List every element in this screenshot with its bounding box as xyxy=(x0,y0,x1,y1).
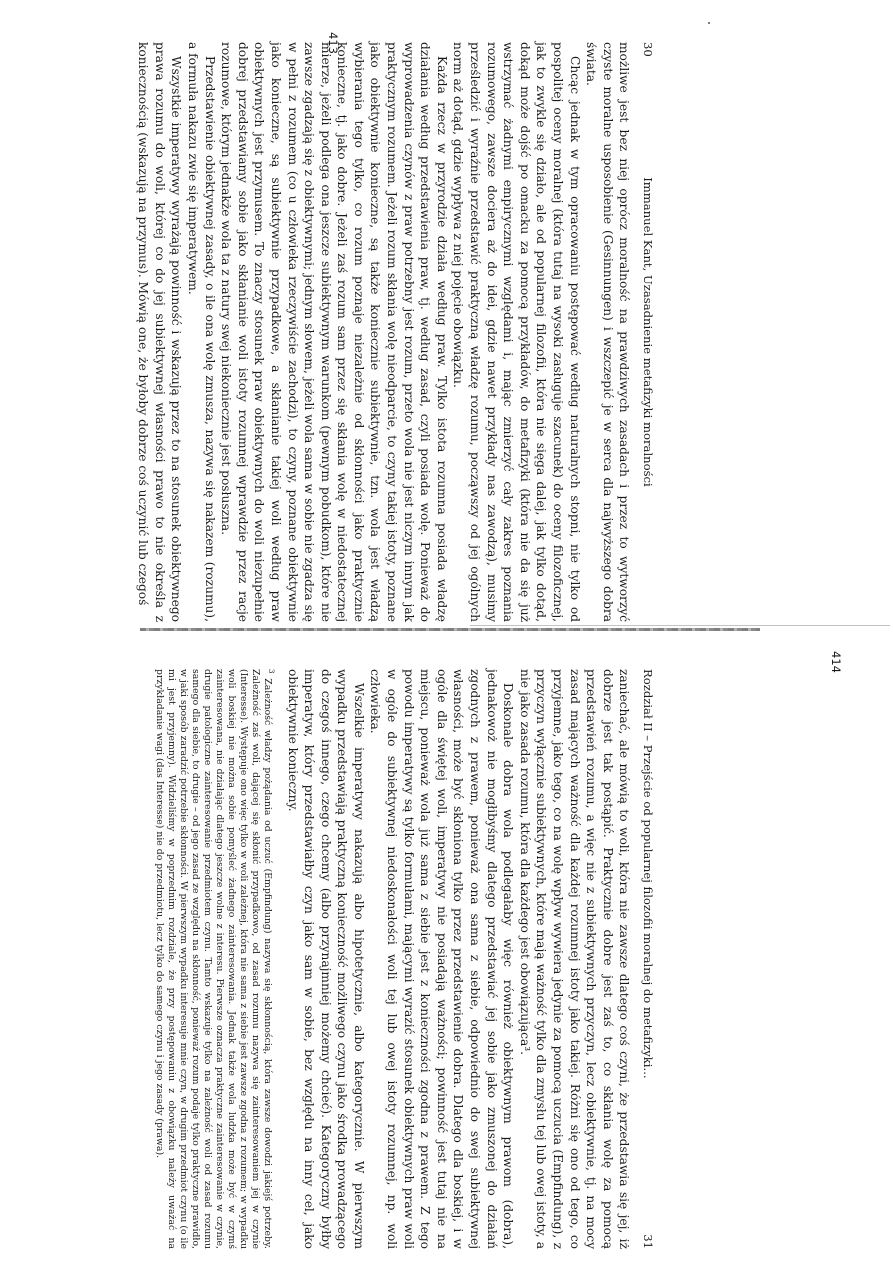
left-page xyxy=(136,42,656,622)
page-fold-line xyxy=(470,625,890,626)
body-text xyxy=(135,42,633,622)
running-head-title: Rozdział II – Przejście od popularnej filozofii moralnej do metafizyki... xyxy=(641,669,655,1079)
paragraph: Każda rzecz w przyrodzie działa według praw. Tylko istota rozumna posiada władzę działania według przedstawienia praw, tj. według zasad, czyli posiada wolę. Ponieważ do wyprowadzenia czynów z praw potrzebny jest rozum, przeto wola nie jest niczym innym jak praktycznym rozumem. Jeżeli rozum skłania wolę nieodparcie, to czyny takiej istoty, poznane jako obiektywnie konieczne, są także koniecznie subiektywnie, tzn. wola jest władzą wybierania tego tylko, co rozum poznaje niezależnie od skłonności jako praktycznie konieczne, tj. jako dobre. Jeżeli zaś rozum sam przez się skłania wolę w niedostatecznej mierze, jeżeli podlega ona jeszcze subiektywnym warunkom (pewnym pobudkom), które nie zawsze zgadzają się z obiektywnymi; jednym słowem, jeżeli wola sama w sobie nie zgadza się w pełni z rozumem (co u człowieka rzeczywiście zachodzi), to czyny, poznane obiektywnie jako konieczne, są subiektywnie przypadkowe, a skłanianie takiej woli według praw obiektywnych jest przymusem. To znaczy stosunek praw obiektywnych do woli niezupełnie dobrej przedstawiamy sobie jako skłanianie woli istoty rozumnej wprawdzie przez racje rozumowe, którym jednakże wola ta z natury swej niekoniecznie jest posłuszna. xyxy=(219,42,449,622)
page-fold xyxy=(140,628,760,631)
paragraph: Doskonale dobra wola podlegałaby więc również obiektywnym prawom (dobra), jednakowoż nie mogłibyśmy dlatego przedstawiać jej sobie jako zmuszonej do działań zgodnych z prawem, ponieważ ona sama z siebie, odpowiednio do swej subiektywnej własności, może być skłoniona tylko przez przedstawienie dobra. Dlatego dla boskiej, i w ogóle dla świętej woli, imperatywy nie posiadają ważności; powinność jest tutaj nie na miejscu, ponieważ wola już sama z siebie jest z konieczności zgodna z prawem. Z tego powodu imperatywy są tylko formułami, mającymi wyrazić stosunek obiektywnych praw woli w ogóle do subiektywnej niedoskonałości woli tej lub owej istoty rozumnej, np. woli człowieka. xyxy=(368,669,516,1249)
running-head-title: Immanuel Kant, Uzasadnienie metafizyki moralności xyxy=(641,177,655,487)
running-head xyxy=(639,669,656,1249)
running-head xyxy=(639,42,656,622)
right-page xyxy=(153,669,656,1249)
marginal-number: 414 xyxy=(828,651,843,673)
page-number: 31 xyxy=(641,1234,655,1249)
marginal-number: 413 xyxy=(325,32,340,54)
paragraph: Przedstawienie obiektywnej zasady, o ile ona wolę zmusza, nazywa się nakazem (rozumu), a formuła nakazu zwie się imperatywem. xyxy=(185,42,217,622)
paragraph: Wszelkie imperatywy nakazują albo hipotetycznie, albo kategorycznie. W pierwszym wypadku przedstawiają praktyczną konieczność możliwego czynu jako środka prowadzącego do czegoś innego, czego chcemy (albo przynajmniej możemy chcieć). Kategoryczny byłby imperatyw, który przedstawiałby czyn jako sam w sobie, bez względu na inny cel, jako obiektywnie konieczny. xyxy=(285,669,366,1249)
page-number: 30 xyxy=(641,42,655,57)
scan-speck xyxy=(708,22,710,24)
footnote-mark: 3 xyxy=(266,669,275,674)
footnote-text: Zależność władzy pożądania od uczuć (Empfindung) nazywa się skłonnością, która zawsze dowodzi jakiejś potrzeby. Zależność zaś woli, dającej się skłonić przypadkowo, od zasad rozumu nazywa się zainteresowaniem jej w czynie (Interesse). Występuje ono więc tylko w woli zależnej, która nie sama z siebie jest zawsze zgodna z rozumem; w wypadku woli boskiej nie można sobie pomyśleć żadnego zainteresowania. Jednak także wola ludzka może być w czymś zainteresowana, nie działając dlatego jeszcze wolne z interesu. Pierwsze oznacza praktyczne zainteresowanie w czynie, drugie patologiczne zainteresowanie przedmiotem czynu. Tamto wskazuje tylko na zależność woli od zasad rozumu samego dla siebie, to drugie – od jego zasad ze względu na skłonność, ponieważ rozum podaje tylko praktyczne prawidło, w jaki sposób zaradzić potrzebie skłonności. W pierwszym wypadku interesuje mnie czyn, w drugim przedmiot czynu (o ile mi jest przyjemny). Widzieliśmy w poprzednim rozdziale, że przy postępowaniu z obowiązku należy uważać na przykładanie wagi (das Interesse) nie do przedmiotu, lecz tylko do samego czynu i jego zasady (prawa). xyxy=(153,669,273,1249)
paragraph: Chcąc jednak w tym opracowaniu postępować według naturalnych stopni, nie tylko od pospolitej oceny moralnej (która tutaj na wysoki zasługuje szacunek) do oceny filozoficznej, jak to zwykle się działo, ale od popularnej filozofii, która nie sięga dalej, jak tylko dotąd, dokąd może dojść po omacku za pomocą przykładów, do metafizyki (która nie da się już wstrzymać żadnymi empirycznymi względami i, mając zmierzyć cały zakres poznania rozumowego, zawsze dociera aż do idei, gdzie nawet przykłady nas zawodzą), musimy prześledzić i wyraźnie przedstawić praktyczną władzę rozumu, począwszy od jej ogólnych norm aż dotąd, gdzie wypływa z niej pojęcie obowiązku. xyxy=(451,42,582,622)
paragraph: Wszystkie imperatywy wyrażają powinność i wskazują przez to na stosunek obiektywnego prawa rozumu do woli, której co do jej subiektywnej własności prawo to nie określa z koniecznością (wskazują na przymus). Mówią one, że byłoby dobrze coś uczynić lub czegoś xyxy=(136,42,184,622)
paragraph: zaniechać, ale mówią to woli, która nie zawsze dlatego coś czyni, że przedstawia się jej, iż dobrze jest tak postąpić. Praktycznie dobre jest zaś to, co skłania wolę za pomocą przedstawień rozumu, a więc nie z subiektywnych przyczyn, lecz obiektywnie, tj. na mocy zasad mających ważność dla każdej rozumnej istoty jako takiej. Różni się ono od tego, co przyjemne, jako tego, co na wolę wpływ wywiera jedynie za pomocą uczucia (Empfindung), z przyczyn wyłącznie subiektywnych, które mają ważność tylko dla zmysłu tej lub owej istoty, a nie jako zasada rozumu, która dla każdego jest obowiązująca³. xyxy=(517,669,632,1249)
footnote xyxy=(153,669,277,1249)
paragraph: możliwe jest bez niej oprócz moralność na prawdziwych zasadach i przez to wytworzyć czyste moralne usposobienie (Gesinnungen) i wszczepić je w serca dla najwyższego dobra świata. xyxy=(584,42,632,622)
body-text xyxy=(284,669,632,1249)
